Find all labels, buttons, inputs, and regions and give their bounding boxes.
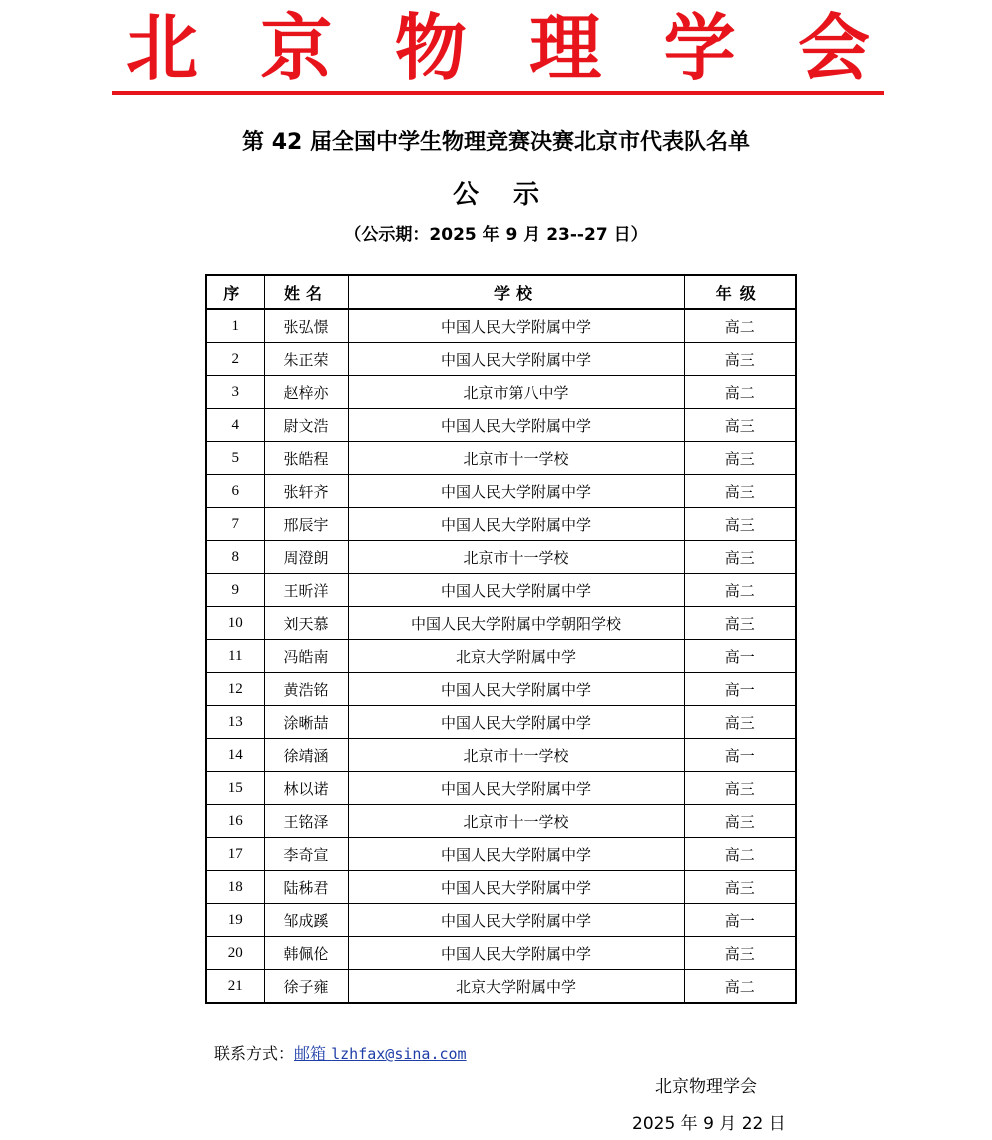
cell-name: 徐靖涵 — [264, 739, 348, 772]
cell-school: 中国人民大学附属中学 — [348, 574, 684, 607]
header-grade: 年级 — [684, 275, 796, 309]
cell-school: 中国人民大学附属中学 — [348, 673, 684, 706]
table-row — [206, 970, 796, 1004]
letterhead-divider — [112, 91, 884, 95]
cell-grade: 高三 — [684, 706, 796, 739]
cell-school: 中国人民大学附属中学 — [348, 772, 684, 805]
table-row — [206, 343, 796, 376]
table-row — [206, 442, 796, 475]
cell-grade: 高一 — [684, 904, 796, 937]
cell-school: 中国人民大学附属中学 — [348, 937, 684, 970]
cell-grade: 高一 — [684, 640, 796, 673]
cell-name: 张皓程 — [264, 442, 348, 475]
cell-grade: 高三 — [684, 475, 796, 508]
cell-number: 18 — [206, 871, 264, 904]
cell-name: 徐子雍 — [264, 970, 348, 1004]
cell-grade: 高二 — [684, 376, 796, 409]
cell-grade: 高三 — [684, 442, 796, 475]
cell-number: 15 — [206, 772, 264, 805]
cell-name: 李奇宣 — [264, 838, 348, 871]
cell-school: 北京市十一学校 — [348, 442, 684, 475]
cell-number: 2 — [206, 343, 264, 376]
cell-grade: 高二 — [684, 970, 796, 1004]
cell-number: 16 — [206, 805, 264, 838]
header-school: 学校 — [348, 275, 684, 309]
cell-grade: 高三 — [684, 541, 796, 574]
table-row — [206, 772, 796, 805]
contact-line — [214, 1042, 467, 1066]
cell-grade: 高一 — [684, 673, 796, 706]
cell-number: 14 — [206, 739, 264, 772]
notice-heading: 公示 — [452, 180, 573, 210]
cell-grade: 高二 — [684, 309, 796, 343]
table-row — [206, 904, 796, 937]
letterhead-char: 京 — [260, 6, 333, 90]
cell-number: 9 — [206, 574, 264, 607]
header-number: 序 — [206, 275, 264, 309]
cell-name: 林以诺 — [264, 772, 348, 805]
cell-number: 6 — [206, 475, 264, 508]
letterhead-char: 理 — [529, 6, 602, 90]
letterhead — [112, 8, 884, 88]
document-title: 第 42 届全国中学生物理竞赛决赛北京市代表队名单 — [242, 130, 750, 155]
table-row — [206, 673, 796, 706]
cell-grade: 高三 — [684, 805, 796, 838]
table-row — [206, 706, 796, 739]
cell-number: 5 — [206, 442, 264, 475]
cell-number: 3 — [206, 376, 264, 409]
table-row — [206, 475, 796, 508]
cell-grade: 高三 — [684, 607, 796, 640]
cell-grade: 高三 — [684, 409, 796, 442]
letterhead-char: 物 — [394, 6, 467, 90]
cell-school: 中国人民大学附属中学 — [348, 475, 684, 508]
cell-name: 周澄朗 — [264, 541, 348, 574]
cell-grade: 高三 — [684, 343, 796, 376]
cell-grade: 高三 — [684, 871, 796, 904]
table-header-row — [206, 275, 796, 309]
letterhead-char: 会 — [797, 6, 870, 90]
cell-name: 张轩齐 — [264, 475, 348, 508]
cell-name: 尉文浩 — [264, 409, 348, 442]
cell-number: 21 — [206, 970, 264, 1004]
cell-school: 北京市十一学校 — [348, 739, 684, 772]
cell-name: 赵梓亦 — [264, 376, 348, 409]
cell-name: 涂晰喆 — [264, 706, 348, 739]
table-row — [206, 871, 796, 904]
email-link[interactable] — [294, 1044, 467, 1063]
cell-name: 冯皓南 — [264, 640, 348, 673]
contact-label: 联系方式： — [214, 1044, 295, 1063]
cell-name: 朱正荣 — [264, 343, 348, 376]
cell-name: 王昕洋 — [264, 574, 348, 607]
cell-name: 黄浩铭 — [264, 673, 348, 706]
table-row — [206, 508, 796, 541]
cell-number: 13 — [206, 706, 264, 739]
cell-grade: 高一 — [684, 739, 796, 772]
cell-number: 7 — [206, 508, 264, 541]
cell-number: 10 — [206, 607, 264, 640]
table-row — [206, 739, 796, 772]
table-row — [206, 640, 796, 673]
cell-school: 中国人民大学附属中学朝阳学校 — [348, 607, 684, 640]
table-row — [206, 838, 796, 871]
cell-school: 中国人民大学附属中学 — [348, 904, 684, 937]
cell-school: 中国人民大学附属中学 — [348, 706, 684, 739]
table-row — [206, 541, 796, 574]
table-row — [206, 409, 796, 442]
cell-name: 陆秭君 — [264, 871, 348, 904]
cell-school: 中国人民大学附属中学 — [348, 871, 684, 904]
cell-name: 韩佩伦 — [264, 937, 348, 970]
letterhead-char: 北 — [126, 6, 199, 90]
cell-name: 邹成蹊 — [264, 904, 348, 937]
cell-school: 中国人民大学附属中学 — [348, 409, 684, 442]
cell-school: 中国人民大学附属中学 — [348, 343, 684, 376]
cell-number: 19 — [206, 904, 264, 937]
cell-name: 刘天慕 — [264, 607, 348, 640]
roster-table — [205, 274, 797, 1004]
cell-number: 17 — [206, 838, 264, 871]
cell-number: 1 — [206, 309, 264, 343]
cell-school: 中国人民大学附属中学 — [348, 309, 684, 343]
issue-date: 2025 年 9 月 22 日 — [632, 1114, 786, 1134]
cell-name: 张弘憬 — [264, 309, 348, 343]
cell-grade: 高二 — [684, 838, 796, 871]
cell-number: 20 — [206, 937, 264, 970]
table-row — [206, 574, 796, 607]
issuer-name: 北京物理学会 — [655, 1077, 757, 1097]
cell-school: 中国人民大学附属中学 — [348, 838, 684, 871]
email-address: lzhfax@sina.com — [331, 1045, 467, 1063]
header-name: 姓名 — [264, 275, 348, 309]
table-row — [206, 309, 796, 343]
cell-number: 12 — [206, 673, 264, 706]
notice-period: （公示期：2025 年 9 月 23--27 日） — [344, 225, 648, 245]
cell-grade: 高三 — [684, 937, 796, 970]
cell-grade: 高三 — [684, 508, 796, 541]
table-row — [206, 805, 796, 838]
roster-body — [206, 309, 796, 1003]
table-row — [206, 376, 796, 409]
cell-name: 王铭泽 — [264, 805, 348, 838]
table-row — [206, 607, 796, 640]
cell-number: 8 — [206, 541, 264, 574]
cell-grade: 高二 — [684, 574, 796, 607]
cell-number: 4 — [206, 409, 264, 442]
letterhead-char: 学 — [663, 6, 736, 90]
cell-school: 北京市十一学校 — [348, 541, 684, 574]
cell-school: 北京大学附属中学 — [348, 970, 684, 1004]
cell-grade: 高三 — [684, 772, 796, 805]
cell-number: 11 — [206, 640, 264, 673]
cell-school: 中国人民大学附属中学 — [348, 508, 684, 541]
cell-school: 北京市十一学校 — [348, 805, 684, 838]
cell-school: 北京大学附属中学 — [348, 640, 684, 673]
table-row — [206, 937, 796, 970]
cell-school: 北京市第八中学 — [348, 376, 684, 409]
email-link-label: 邮箱 — [294, 1044, 332, 1063]
cell-name: 邢辰宇 — [264, 508, 348, 541]
